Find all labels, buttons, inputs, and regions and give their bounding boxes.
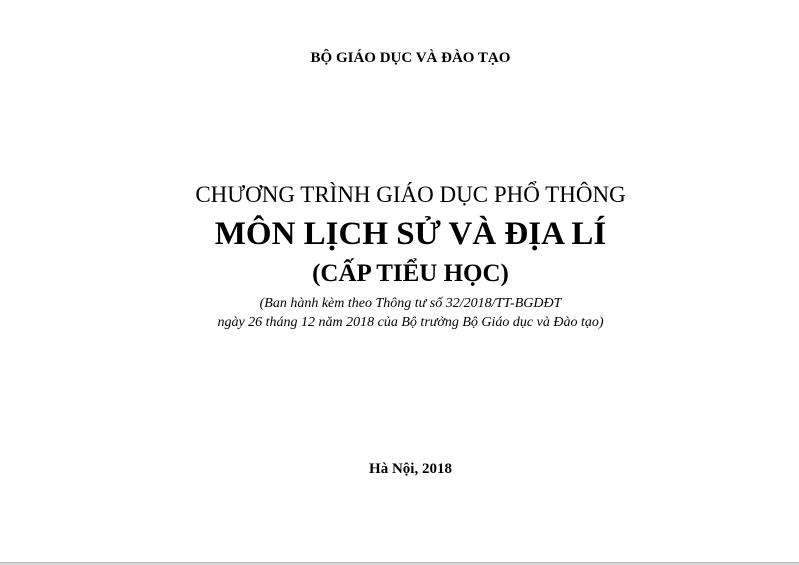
decree-note-line-1: (Ban hành kèm theo Thông tư số 32/2018/TT-BGDĐT (259, 296, 562, 311)
place-and-date: Hà Nội, 2018 (369, 461, 452, 477)
decree-note-line-2: ngày 26 tháng 12 năm 2018 của Bộ trưởng Bộ Giáo dục và Đào tạo) (217, 315, 604, 330)
subject-title: MÔN LỊCH SỬ VÀ ĐỊA LÍ (214, 216, 607, 252)
ministry-heading: BỘ GIÁO DỤC VÀ ĐÀO TẠO (310, 50, 511, 66)
program-title: CHƯƠNG TRÌNH GIÁO DỤC PHỔ THÔNG (195, 182, 626, 207)
education-level: (CẤP TIỂU HỌC) (312, 260, 509, 287)
